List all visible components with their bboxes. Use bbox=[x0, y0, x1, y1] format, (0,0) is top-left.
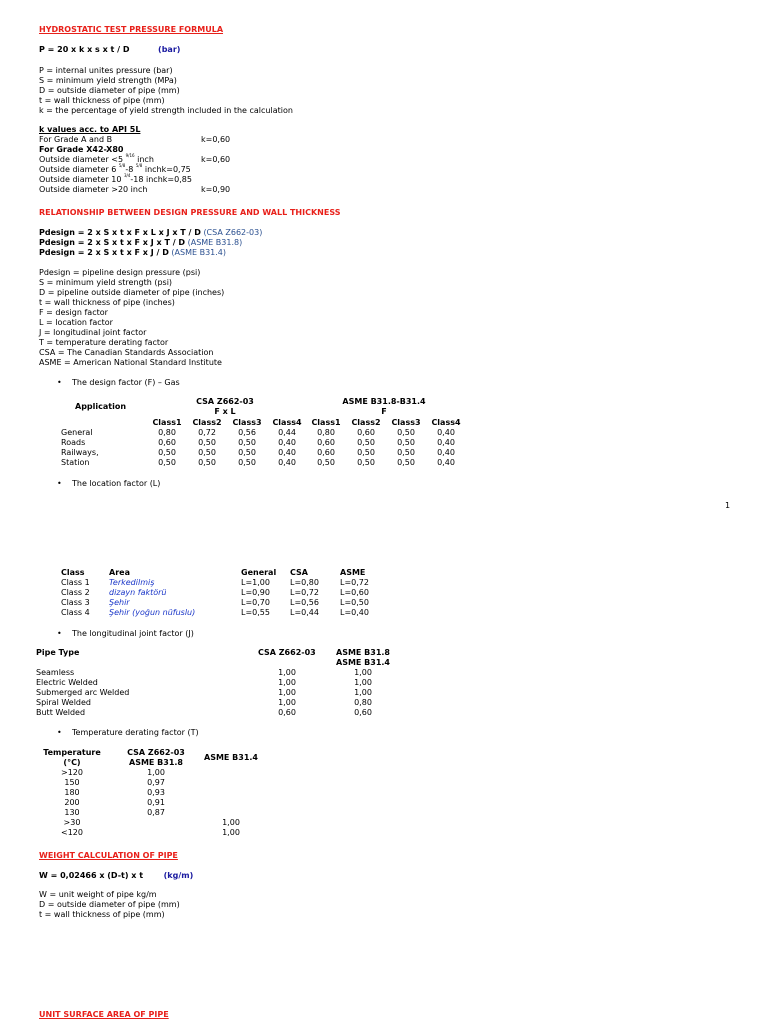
definition-line: S = minimum yield strength (MPa) bbox=[39, 76, 177, 85]
design-table-cell: 0,60 bbox=[317, 448, 335, 457]
design-table-cell: 0,50 bbox=[158, 458, 176, 467]
design-table-column-header: Class3 bbox=[232, 418, 262, 427]
definition-line: L = location factor bbox=[39, 318, 113, 327]
bullet-location-factor: • The location factor (L) bbox=[72, 479, 160, 489]
bullet-joint-factor: • The longitudinal joint factor (J) bbox=[72, 629, 194, 639]
design-table-column bbox=[189, 418, 225, 468]
k-od-row-4: Outside diameter >20 inch bbox=[39, 185, 148, 194]
pdesign-formula-line: Pdesign = 2 x S x t x F x J / D (ASME B31.4) bbox=[39, 248, 227, 257]
design-table-cell: 0,40 bbox=[437, 458, 455, 467]
k-grade-x42-heading: For Grade X42-X80 bbox=[39, 145, 124, 154]
design-table-cell: 0,56 bbox=[238, 428, 256, 437]
design-table-application-header: Application bbox=[75, 402, 127, 411]
pdesign-formula-line: Pdesign = 2 x S x t x F x L x J x T / D (CSA Z662-03) bbox=[39, 228, 263, 237]
section-title-surface-area: UNIT SURFACE AREA OF PIPE bbox=[39, 1010, 169, 1019]
design-table-cell: 0,72 bbox=[198, 428, 216, 437]
k-values-heading: k values acc. to API 5L bbox=[39, 125, 141, 134]
joint-table-pipe-type-header: Pipe Type bbox=[36, 648, 80, 657]
definition-line: D = outside diameter of pipe (mm) bbox=[39, 86, 180, 95]
design-table-column bbox=[428, 418, 464, 468]
definition-line: S = minimum yield strength (psi) bbox=[39, 278, 173, 287]
temp-table-temperature-header: Temperature (°C) bbox=[43, 748, 101, 767]
pdesign-formulas bbox=[39, 228, 262, 258]
design-table-cell: 0,50 bbox=[198, 458, 216, 467]
design-table-cell: 0,40 bbox=[437, 438, 455, 447]
design-table-cell: 0,50 bbox=[198, 438, 216, 447]
section-title-weight: WEIGHT CALCULATION OF PIPE bbox=[39, 851, 178, 860]
location-table-class-column: Class Class 1 Class 2 Class 3 Class 4 bbox=[61, 568, 90, 617]
location-table-general-column: General L=1,00 L=0,90 L=0,70 L=0,55 bbox=[241, 568, 277, 617]
temp-table-asme314-header: ASME B31.4 bbox=[204, 753, 258, 762]
design-table-cell: 0,50 bbox=[357, 438, 375, 447]
design-table-row-labels: General Roads Railways, Station bbox=[61, 428, 99, 467]
design-table-cell: 0,40 bbox=[278, 458, 296, 467]
design-table-column-header: Class4 bbox=[431, 418, 461, 427]
formula-unit: (bar) bbox=[158, 45, 181, 54]
design-table-column-header: Class1 bbox=[152, 418, 182, 427]
design-table-cell: 0,60 bbox=[357, 428, 375, 437]
design-table-cell: 0,50 bbox=[397, 458, 415, 467]
design-table-column bbox=[149, 418, 185, 468]
definition-line: P = internal unites pressure (bar) bbox=[39, 66, 173, 75]
location-table-asme-column: ASME L=0,72 L=0,60 L=0,50 L=0,40 bbox=[340, 568, 369, 617]
design-table-cell: 0,50 bbox=[158, 448, 176, 457]
design-table-column bbox=[308, 418, 344, 468]
k-od-row-1-value: k=0,60 bbox=[201, 155, 231, 164]
definition-line: D = pipeline outside diameter of pipe (inches) bbox=[39, 288, 225, 297]
formula-text: P = 20 x k x s x t / D bbox=[39, 45, 130, 54]
definition-line: F = design factor bbox=[39, 308, 108, 317]
location-table-area-column: Area Terkedilmiş dizayn faktörü Şehir Şehir (yoğun nüfuslu) bbox=[109, 568, 196, 617]
design-table-cell: 0,60 bbox=[158, 438, 176, 447]
design-table-cell: 0,50 bbox=[397, 448, 415, 457]
design-table-column-header: Class2 bbox=[192, 418, 222, 427]
design-table-cell: 0,40 bbox=[278, 438, 296, 447]
design-table-cell: 0,40 bbox=[278, 448, 296, 457]
definition-line: k = the percentage of yield strength included in the calculation bbox=[39, 106, 293, 115]
design-table-column-header: Class3 bbox=[391, 418, 421, 427]
design-table-cell: 0,80 bbox=[158, 428, 176, 437]
joint-table-csa-header: CSA Z662-03 bbox=[258, 648, 316, 657]
design-table-column-header: Class2 bbox=[351, 418, 381, 427]
design-table-cell: 0,50 bbox=[317, 458, 335, 467]
definition-line: J = longitudinal joint factor bbox=[39, 328, 147, 337]
design-table-cell: 0,50 bbox=[238, 448, 256, 457]
definition-line: t = wall thickness of pipe (mm) bbox=[39, 96, 165, 105]
definition-line: Pdesign = pipeline design pressure (psi) bbox=[39, 268, 201, 277]
design-table-cell: 0,40 bbox=[437, 428, 455, 437]
location-table-csa-column: CSA L=0,80 L=0,72 L=0,56 L=0,44 bbox=[290, 568, 319, 617]
joint-table-asme-values: 1,00 1,00 1,00 0,80 0,60 bbox=[354, 668, 372, 717]
bullet-temperature-factor: • Temperature derating factor (T) bbox=[72, 728, 199, 738]
design-table-cell: 0,50 bbox=[357, 448, 375, 457]
design-table-column bbox=[269, 418, 305, 468]
pdesign-formula-line: Pdesign = 2 x S x t x F x J x T / D (ASME B31.8) bbox=[39, 238, 243, 247]
k-od-row-1: Outside diameter <5 $^{9/16}$ inch bbox=[39, 153, 154, 164]
k-od-row-4-value: k=0,90 bbox=[201, 185, 231, 194]
design-table-column-header: Class4 bbox=[272, 418, 302, 427]
definition-line: CSA = The Canadian Standards Association bbox=[39, 348, 214, 357]
design-table-cell: 0,50 bbox=[357, 458, 375, 467]
design-table-cell: 0,40 bbox=[437, 448, 455, 457]
design-table-cell: 0,44 bbox=[278, 428, 296, 437]
design-table-asme-header: ASME B31.8-B31.4 F bbox=[342, 397, 426, 416]
definition-line: T = temperature derating factor bbox=[39, 338, 169, 347]
bullet-design-factor: • The design factor (F) – Gas bbox=[72, 378, 180, 388]
temp-table-csa-header: CSA Z662-03 ASME B31.8 bbox=[127, 748, 185, 767]
design-table-cell: 0,80 bbox=[317, 428, 335, 437]
k-grade-ab-label: For Grade A and B bbox=[39, 135, 113, 144]
design-table-column-header: Class1 bbox=[311, 418, 341, 427]
design-table-csa-header: CSA Z662-03 F x L bbox=[196, 397, 254, 416]
definition-line: t = wall thickness of pipe (inches) bbox=[39, 298, 175, 307]
definition-line: ASME = American National Standard Institute bbox=[39, 358, 222, 367]
weight-definitions: W = unit weight of pipe kg/m D = outside diameter of pipe (mm) t = wall thickness of pipe (mm) bbox=[39, 890, 180, 919]
design-table-cell: 0,50 bbox=[238, 438, 256, 447]
joint-table-csa-values: 1,00 1,00 1,00 1,00 0,60 bbox=[278, 668, 296, 717]
design-table-cell: 0,50 bbox=[238, 458, 256, 467]
k-od-row-2: Outside diameter 6 $^{5/8}$-8 $^{5/8}$ inchk=0,75 bbox=[39, 163, 191, 174]
section-title-hydrostatic: HYDROSTATIC TEST PRESSURE FORMULA bbox=[39, 25, 224, 34]
hydrostatic-definitions bbox=[39, 66, 293, 116]
temp-table-csa-values: 1,00 0,97 0,93 0,91 0,87 bbox=[147, 768, 165, 817]
design-table-cell: 0,60 bbox=[317, 438, 335, 447]
design-table-cell: 0,50 bbox=[397, 428, 415, 437]
hydrostatic-formula bbox=[39, 45, 180, 55]
page-number: 1 bbox=[725, 501, 731, 510]
pdesign-definitions bbox=[39, 268, 224, 368]
design-table-column bbox=[229, 418, 265, 468]
joint-table-asme-header: ASME B31.8 ASME B31.4 bbox=[336, 648, 390, 667]
temp-table-temperatures: >120 150 180 200 130 >30 <120 bbox=[61, 768, 83, 837]
joint-table-pipe-types: Seamless Electric Welded Submerged arc Welded Spiral Welded Butt Welded bbox=[36, 668, 130, 717]
k-grade-ab-value: k=0,60 bbox=[201, 135, 231, 144]
design-table-cell: 0,50 bbox=[397, 438, 415, 447]
section-title-relationship: RELATIONSHIP BETWEEN DESIGN PRESSURE AND WALL THICKNESS bbox=[39, 208, 341, 217]
design-table-cell: 0,50 bbox=[198, 448, 216, 457]
design-table-column bbox=[348, 418, 384, 468]
temp-table-asme314-values: 1,00 1,00 bbox=[222, 818, 240, 837]
design-table-column bbox=[388, 418, 424, 468]
weight-formula: W = 0,02466 x (D-t) x t (kg/m) bbox=[39, 871, 194, 880]
k-od-row-3: Outside diameter 10 $^{3/4}$-18 inchk=0,85 bbox=[39, 173, 192, 184]
